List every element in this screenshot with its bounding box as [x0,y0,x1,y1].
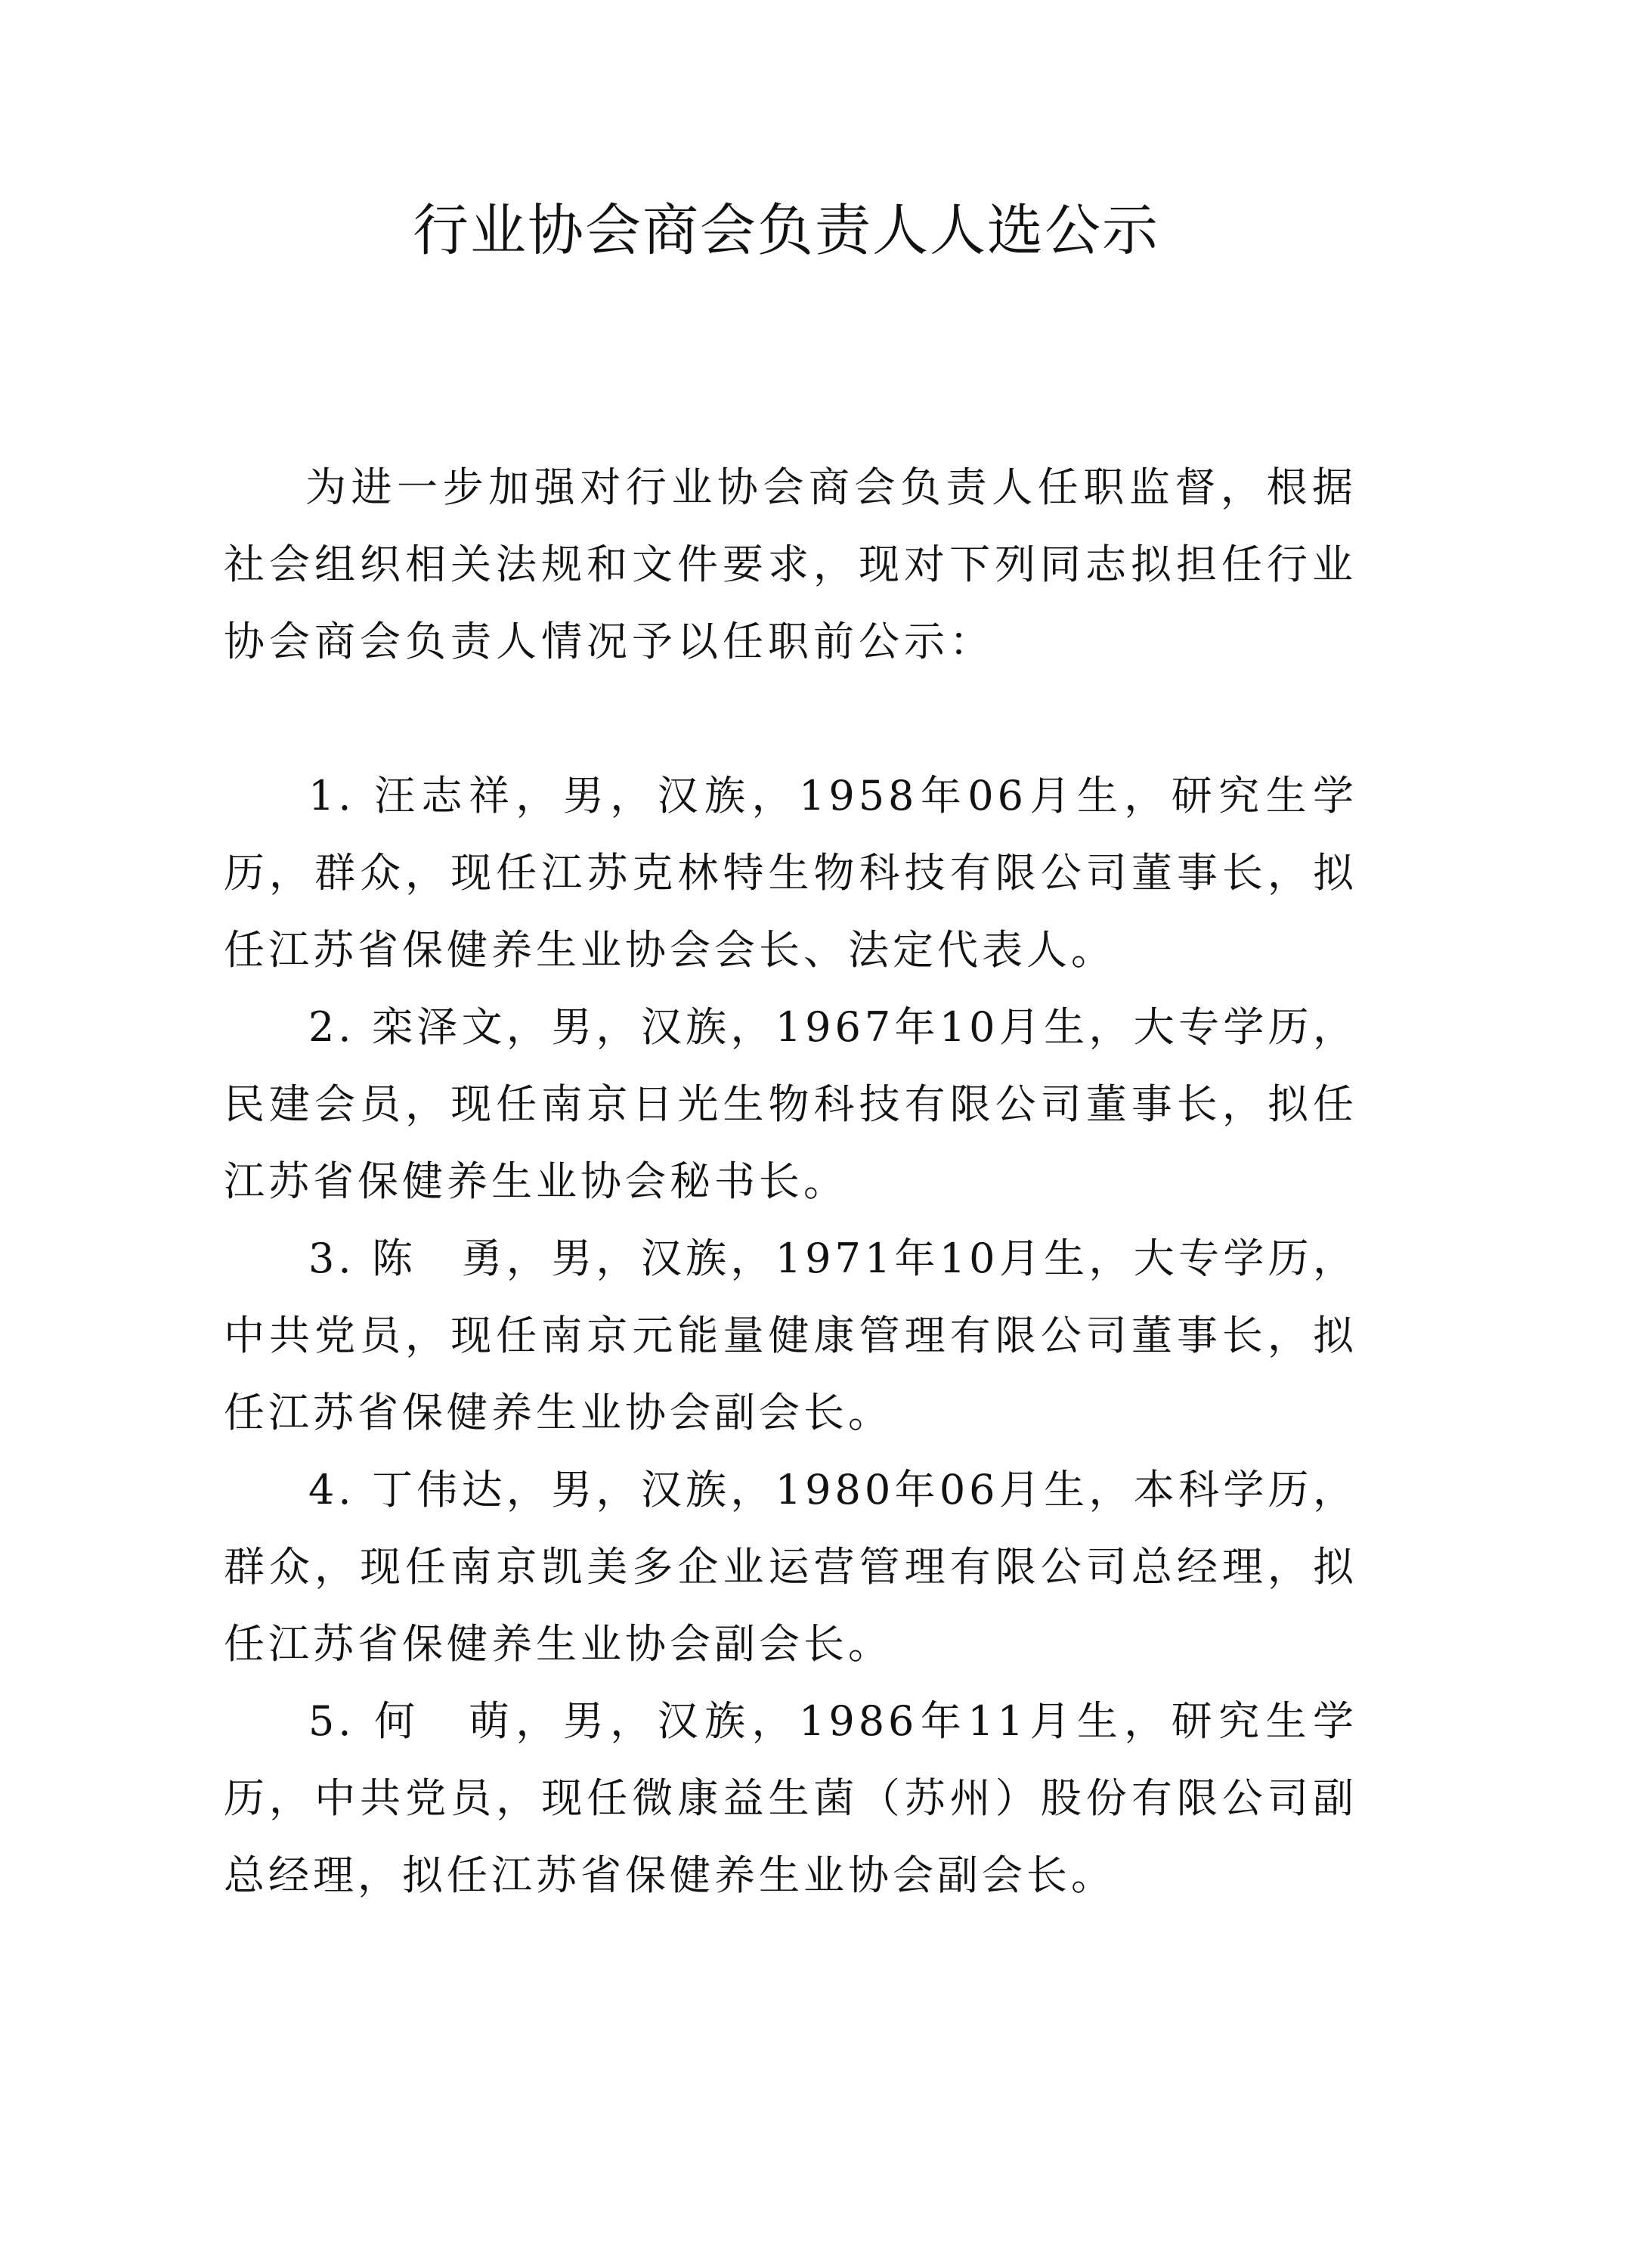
candidate-list [224,758,1357,1914]
candidate-item-3: 3. 陈 勇，男，汉族，1971年10月生，大专学历，中共党员，现任南京元能量健康管理有限公司董事长，拟任江苏省保健养生业协会副会长。 [224,1235,1357,1436]
intro-paragraph: 为进一步加强对行业协会商会负责人任职监督，根据社会组织相关法规和文件要求，现对下列同志拟担任行业协会商会负责人情况予以任职前公示： [224,463,1357,665]
candidate-item-4: 4. 丁伟达，男，汉族，1980年06月生，本科学历，群众，现任南京凯美多企业运营管理有限公司总经理，拟任江苏省保健养生业协会副会长。 [224,1466,1357,1668]
candidate-item-5: 5. 何 萌，男，汉族，1986年11月生，研究生学历，中共党员，现任微康益生菌（苏州）股份有限公司副总经理，拟任江苏省保健养生业协会副会长。 [224,1697,1357,1899]
document-title: 行业协会商会负责人人选公示 [413,198,1159,263]
candidate-item-1: 1. 汪志祥，男，汉族，1958年06月生，研究生学历，群众，现任江苏克林特生物科技有限公司董事长，拟任江苏省保健养生业协会会长、法定代表人。 [224,772,1357,974]
candidate-item-2: 2. 栾泽文，男，汉族，1967年10月生，大专学历，民建会员，现任南京日光生物科技有限公司董事长，拟任江苏省保健养生业协会秘书长。 [224,1003,1357,1205]
